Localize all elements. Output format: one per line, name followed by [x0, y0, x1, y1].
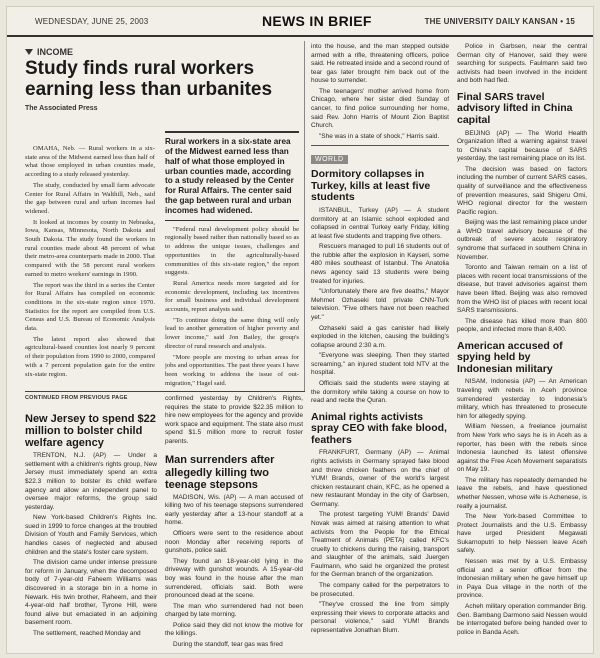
paragraph: The decision was based on factors including the number of current SARS cases, quality of surveillance and the effectiveness of prevention measures, said Shigeru Omi, WHO regional director for the western Pacific region.	[457, 165, 587, 216]
paragraph: "She was in a state of shock," Harris said.	[319, 132, 440, 140]
paragraph: The study, conducted by small farm advocate Center for Rural Affairs in Walthill, Neb., said the gap between rural and urban incomes had widened.	[25, 181, 155, 215]
story-byline: The Associated Press	[25, 104, 98, 112]
paragraph: "Unfortunately there are five deaths," Mayor Mehmet Ozhaseki told private CNN-Turk television. "Five others have not been reached yet."	[311, 288, 449, 321]
paragraph: The settlement, reached Monday and	[33, 629, 141, 637]
story-headline: New Jersey to spend $22 million to bolster child welfare agency	[25, 413, 156, 450]
paragraph: Beijing was the last remaining place under a WHO travel advisory because of the outbreak of severe acute respiratory syndrome that surfaced in southern China in November.	[457, 219, 587, 261]
column-4	[457, 43, 587, 653]
story-headline: Dormitory collapses in Turkey, kills at least five students	[311, 168, 431, 204]
paragraph: TRENTON, N.J. (AP) — Under a settlement with a children's rights group, New Jersey must immediately spend an extra $22.3 million to bolster its child welfare agency and allow an independent panel to oversee major reforms, the group said yesterday.	[25, 452, 157, 511]
divider	[25, 391, 305, 392]
paragraph: into the house, and the man stepped outside armed with a rifle, threatening officers, police said. He retreated inside and a second round of tear gas later brought him back out of the house to surrender.	[311, 43, 449, 85]
paragraph: "Everyone was sleeping. Then they started screaming," an injured student told NTV at the hospital.	[311, 352, 449, 377]
rural-col2	[165, 131, 299, 390]
paragraph: MADISON, Wis. (AP) — A man accused of killing two of his teenage stepsons surrendered early yesterday after a 13-hour standoff at a home.	[165, 493, 303, 527]
section-title: NEWS IN BRIEF	[262, 13, 372, 29]
column-2-lower	[165, 395, 303, 651]
paragraph: The disease has killed more than 800 people, and infected more than 8,400.	[457, 317, 587, 334]
paragraph: Police said they did not know the motive for the killings.	[165, 621, 303, 638]
paragraph: The latest report also showed that agricultural-based counties lost nearly 9 percent of their population from 1990 to 2000, compared with a 7 percent population gain for the entire six-state region.	[25, 335, 155, 378]
paragraph: Rescuers managed to pull 16 students out of the rubble after the explosion in Kayseri, some 480 miles southeast of Istanbul. The Anatolia news agency said 13 students were being treated for injuries.	[311, 243, 449, 285]
paragraph: The man who surrendered had not been charged by late morning.	[165, 602, 303, 619]
continued-label: CONTINUED FROM PREVIOUS PAGE	[25, 395, 128, 401]
story-headline: Animal rights activists spray CEO with fake blood, feathers	[311, 410, 447, 446]
paragraph: confirmed yesterday by Children's Rights, requires the state to provide $22.35 million to hire new employees for the agency and provide work space and equipment. The state also must spend $1.5 million more to recruit foster parents.	[165, 395, 303, 445]
story-headline: Final SARS travel advisory lifted in China capital	[457, 90, 573, 126]
paragraph: ISTANBUL, Turkey (AP) — A student dormitory at an Islamic school exploded and collapsed in central Turkey early Friday, killing at least five students and trapping five others.	[311, 207, 449, 240]
paragraph: Acheh military operation commander Brig. Gen. Bambang Darmono said Nessen would be interrogated before being handed over to police in Banda Aceh.	[457, 602, 587, 636]
paragraph: The New York-based Committee to Protect Journalists and the U.S. Embassy have urged President Megawati Sukarnoputri to help Nessen leave Aceh safely.	[457, 513, 587, 555]
nj-story	[25, 395, 157, 651]
paragraph: During the standoff, tear gas was fired	[173, 641, 283, 648]
rural-col1	[25, 145, 155, 381]
masthead	[7, 7, 593, 37]
story-headline: Man surrenders after allegedly killing two teenage stepsons	[165, 454, 275, 491]
paragraph: OMAHA, Neb. — Rural workers in a six-state area of the Midwest earned less than half of what those employed in urban counties made, according to a study released yesterday.	[25, 145, 155, 179]
paragraph: Ozhaseki said a gas canister had likely exploded in the kitchen, causing the building's collapse around 2:30 a.m.	[311, 324, 449, 349]
story-headline: Study finds rural workers earning less than urbanites	[25, 58, 273, 100]
paragraph: "More people are moving to urban areas for jobs and opportunities. The past three years I have been working to address the issue of out-migration," Hagel said.	[165, 353, 299, 387]
paragraph: It looked at incomes by county in Nebraska, Iowa, Kansas, Minnesota, North Dakota and South Dakota. The study found the workers in rural counties made about 48 percent of what their metro-area counterparts made in 2000. That compared with the 58 percent rural workers earned to metro workers' earnings in 1990.	[25, 218, 155, 278]
paragraph: The teenagers' mother arrived home from Chicago, where her sister died Sunday of cancer, to find police surrounding her home, said Rev. John Harris of Mount Zion Baptist Church.	[311, 87, 449, 130]
world-tag: WORLD	[311, 155, 348, 164]
story-headline: American accused of spying held by Indonesian military	[457, 339, 563, 375]
paragraph: Officials said the students were staying at the dormitory while taking a course on how to read and recite the Quran.	[311, 379, 449, 405]
paragraph: "To continue doing the same thing will only lead to another generation of higher poverty and lower income," said Jon Bailey, the group's director of rural research and analysis.	[165, 316, 299, 350]
paragraph: "They've crossed the line from simply expressing their views to corporate attacks and personal violence," said YUM! Brands representative Jonathan Blum.	[311, 601, 449, 634]
paragraph: NISAM, Indonesia (AP) — An American traveling with rebels in Aceh province surrendered yesterday to Indonesia's military, which has threatened to prosecute him for allegedly spying.	[457, 378, 587, 420]
story-kicker	[25, 47, 304, 57]
paragraph: The military has repeatedly demanded he leave the rebels, and have questioned whether Nessen, whose wife is Achenese, is really a journalist.	[457, 476, 587, 510]
pull-quote: Rural workers in a six-state area of the Midwest earned less than half of what those employed in urban counties made, according to a study released by the Center for Rural Affairs. The center said the gap between rural and urban incomes had widened.	[165, 131, 299, 221]
newspaper-page	[6, 6, 594, 654]
paragraph: The company called for the perpetrators to be prosecuted.	[311, 582, 449, 598]
paragraph: Rural America needs more targeted aid for economic development, including tax incentives for small business and individual development accounts, report analysts said.	[165, 279, 299, 314]
paragraph: Toronto and Taiwan remain on a list of places with recent local transmissions of the disease, but travel advisories against them have been lifted. Beijing was also removed from the WHO list of places with recent local SARS transmissions.	[457, 264, 587, 315]
paper-name-page: THE UNIVERSITY DAILY KANSAN • 15	[424, 17, 575, 26]
rural-story	[25, 41, 305, 391]
paragraph: Nessen was met by a U.S. Embassy official and a senior officer from the Indonesian military when he gave himself up in Paya Dua village in the north of the province.	[457, 558, 587, 600]
paragraph: FRANKFURT, Germany (AP) — Animal rights activists in Germany sprayed fake blood and threw chicken feathers on the chief of YUM! Brands, owner of the world's largest chicken restaurant chain, KFC, as he opened a new restaurant Monday in the city of Garbsen, Germany.	[311, 449, 449, 508]
paragraph: William Nessen, a freelance journalist from New York who says he is in Aceh as a reporter, has been with the rebels since Indonesia launched its latest offensive against the Free Aceh Movement separatists on May 19.	[457, 423, 587, 474]
paragraph: The division came under intense pressure for reform in January, when the decomposed body of 7-year-old Faheem Williams was discovered in a storage bin in a home in Newark. His twin brother, Raheem, and their 4-year-old half brother, Tyrone Hill, were found alive but emaciated in an adjoining basement room.	[25, 559, 157, 627]
paragraph: Officers were sent to the residence about noon Monday after receiving reports of gunshots, police said.	[165, 530, 303, 555]
paragraph: New York-based Children's Rights Inc. sued in 1999 to force changes at the troubled Division of Youth and Family Services, which handles cases of neglected and abused children and the state's foster care system.	[25, 514, 157, 556]
kicker-label: INCOME	[37, 47, 73, 57]
paragraph: The protest targeting YUM! Brands' David Novak was aimed at raising attention to what activists from the People for the Ethical Treatment of Animals (PETA) called KFC's cruelty to chickens during the raising, transport and slaughter of the animals, said Juergen Faulmann, who said he organized the protest for the German branch of the organization.	[311, 511, 449, 579]
down-triangle-icon	[25, 49, 33, 55]
issue-date: WEDNESDAY, JUNE 25, 2003	[35, 17, 149, 26]
column-3	[311, 43, 449, 653]
paragraph: BEIJING (AP) — The World Health Organization lifted a warning against travel to China's capital because of SARS yesterday, the last remaining place on its list.	[457, 129, 587, 163]
paragraph: They found an 18-year-old lying in the driveway with gunshot wounds. A 15-year-old boy was found in the house after the man surrendered, officials said. Both were pronounced dead at the scene.	[165, 557, 303, 600]
paragraph: Police in Garbsen, near the central German city of Hanover, said they were searching for suspects. Faulmann said two activists had been involved in the incident and both had fled.	[457, 43, 587, 85]
paragraph: The report was the third in a series the Center for Rural Affairs has compiled on economic conditions in the six-state region since 1970. Statistics for the report are compiled from U.S. Census and U.S. Bureau of Economic Analysis data.	[25, 281, 155, 333]
paragraph: "Federal rural development policy should be regionally based rather than nationally based so as to address the unique issues, challenges and opportunities in the agriculturally-based communities of this six-state region," the report suggests.	[165, 225, 299, 277]
